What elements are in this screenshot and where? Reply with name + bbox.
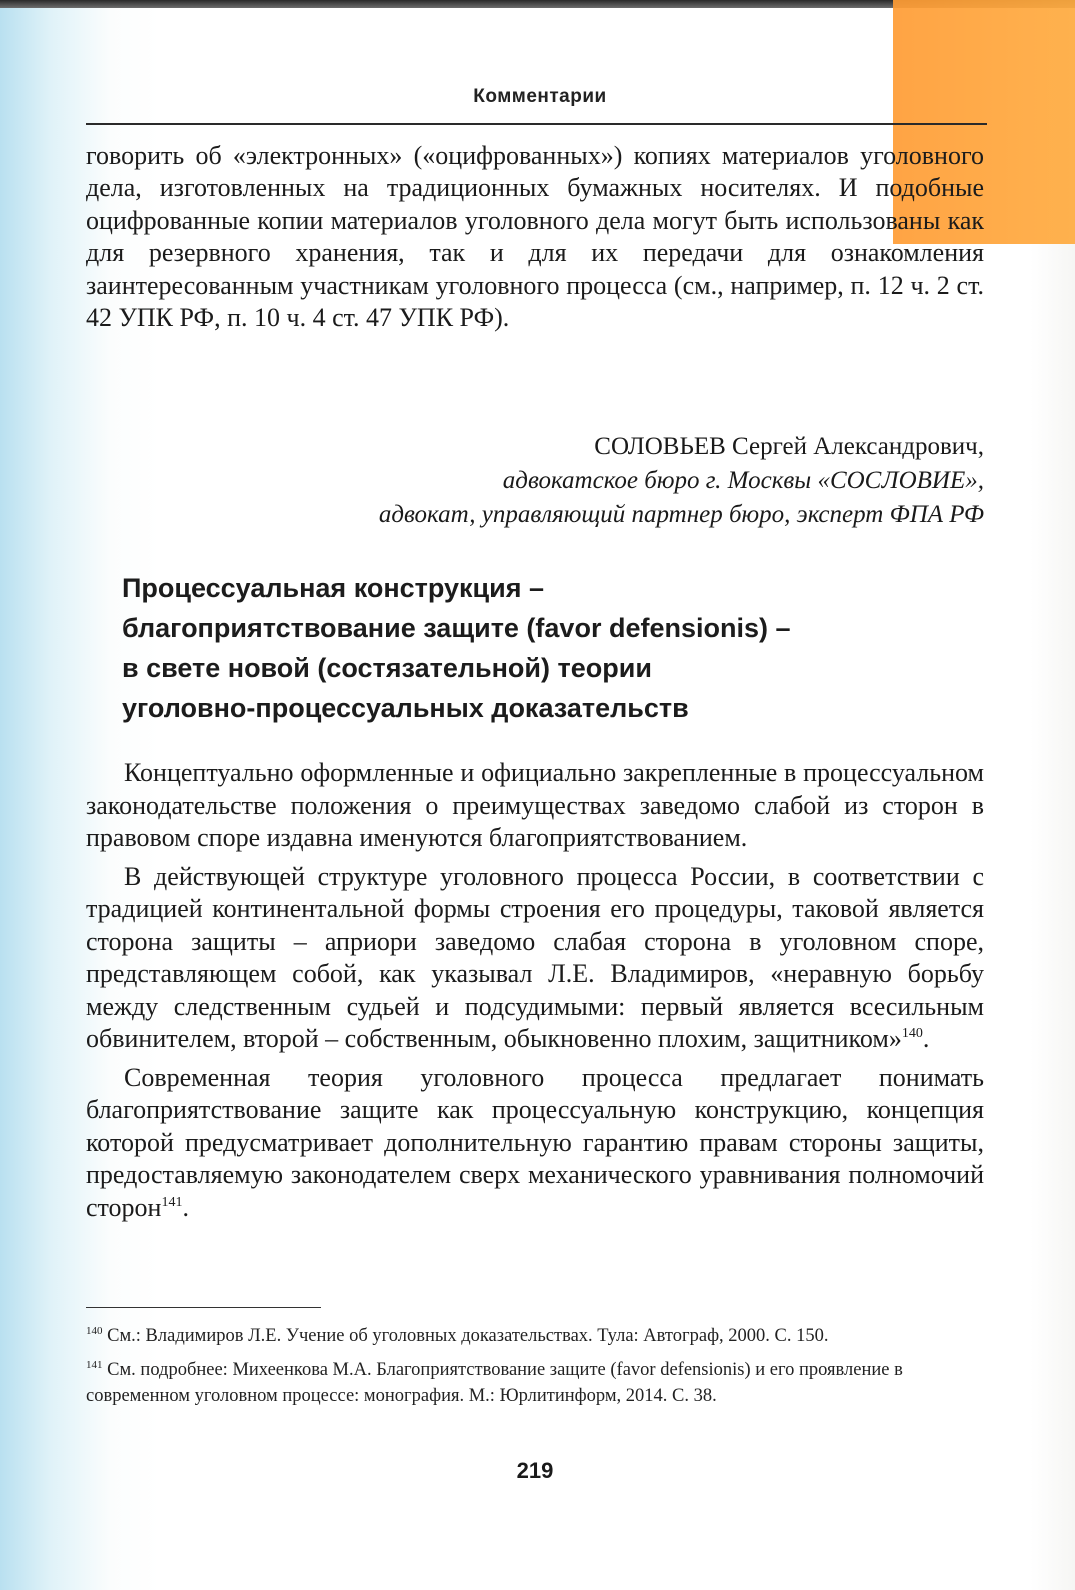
- section-title: [122, 568, 982, 728]
- section-title-line: Процессуальная конструкция –: [122, 573, 545, 603]
- sentence-end: .: [182, 1192, 189, 1222]
- footnote-number: 141: [86, 1359, 103, 1371]
- running-title: Комментарии: [473, 86, 607, 107]
- continuation-paragraph: [86, 140, 984, 334]
- footnote-ref[interactable]: 141: [161, 1194, 183, 1210]
- section-title-line: благоприятствование защите (favor defensionis) –: [122, 613, 791, 643]
- footnotes: [86, 1323, 984, 1417]
- section-title-line: в свете новой (состязательной) теории: [122, 653, 652, 683]
- continuation-text: говорить об «электронных» («оцифрованных») копиях материалов уголовного дела, изготовленных на традиционных бумажных носителях. И подобные оцифрованные копии материалов уголовного дела могут быть использованы как для резервного хранения, так и для их передачи для ознакомления заинтересованным участникам уголовного процесса (см., например, п. 12 ч. 2 ст. 42 УПК РФ, п. 10 ч. 4 ст. 47 УПК РФ).: [86, 141, 984, 333]
- footnote: [86, 1323, 984, 1349]
- page-number: 219: [516, 1458, 554, 1483]
- body-paragraph-text: Современная теория уголовного процесса предлагает понимать благоприятствование защите как процессуальную конструкцию, концепция которой предусматривает дополнительную гарантию правам стороны защиты, предоставляемую законодателем сверх механического уравнивания полномочий сторон: [86, 1062, 984, 1222]
- section-title-line: уголовно-процессуальных доказательств: [122, 693, 689, 723]
- header-rule: [86, 123, 987, 125]
- footnote-text: См. подробнее: Михеенкова М.А. Благоприятствование защите (favor defensionis) и его проявление в современном уголовном процессе: монография. М.: Юрлитинформ, 2014. С. 38.: [86, 1360, 903, 1406]
- sentence-end: .: [922, 1024, 930, 1053]
- author-signature: [86, 430, 984, 532]
- footnote-rule: [86, 1307, 321, 1308]
- footnote-text: См.: Владимиров Л.Е. Учение об уголовных доказательствах. Тула: Автограф, 2000. С. 150.: [107, 1326, 829, 1346]
- footnote-ref[interactable]: 140: [901, 1026, 923, 1041]
- author-name: СОЛОВЬЕВ Сергей Александрович,: [594, 433, 984, 460]
- footnote: [86, 1357, 984, 1409]
- author-affiliation: адвокатское бюро г. Москвы «СОСЛОВИЕ»,: [502, 467, 984, 494]
- body-paragraph: [86, 861, 984, 1056]
- body-paragraph: [86, 1062, 984, 1225]
- body-paragraph-text: В действующей структуре уголовного процесса России, в соответствии с традицией континентальной формы строения его процедуры, таковой является сторона защиты – априори заведомо слабая сторона в уголовном споре, представляющем собой, как указывал Л.Е. Владимиров, «неравную борьбу между следственным судьей и подсудимыми: первый является всесильным обвинителем, второй – собственным, обыкновенно плохим, защитником»: [86, 861, 984, 1053]
- footnote-number: 140: [86, 1325, 103, 1337]
- author-position: адвокат, управляющий партнер бюро, эксперт ФПА РФ: [378, 501, 984, 528]
- body-paragraph-text: Концептуально оформленные и официально закрепленные в процессуальном законодательстве положения о преимуществах заведомо слабой из сторон в правовом споре издавна именуются благоприятствованием.: [86, 758, 984, 852]
- body-paragraph: [86, 757, 984, 855]
- article-body: [86, 757, 984, 1230]
